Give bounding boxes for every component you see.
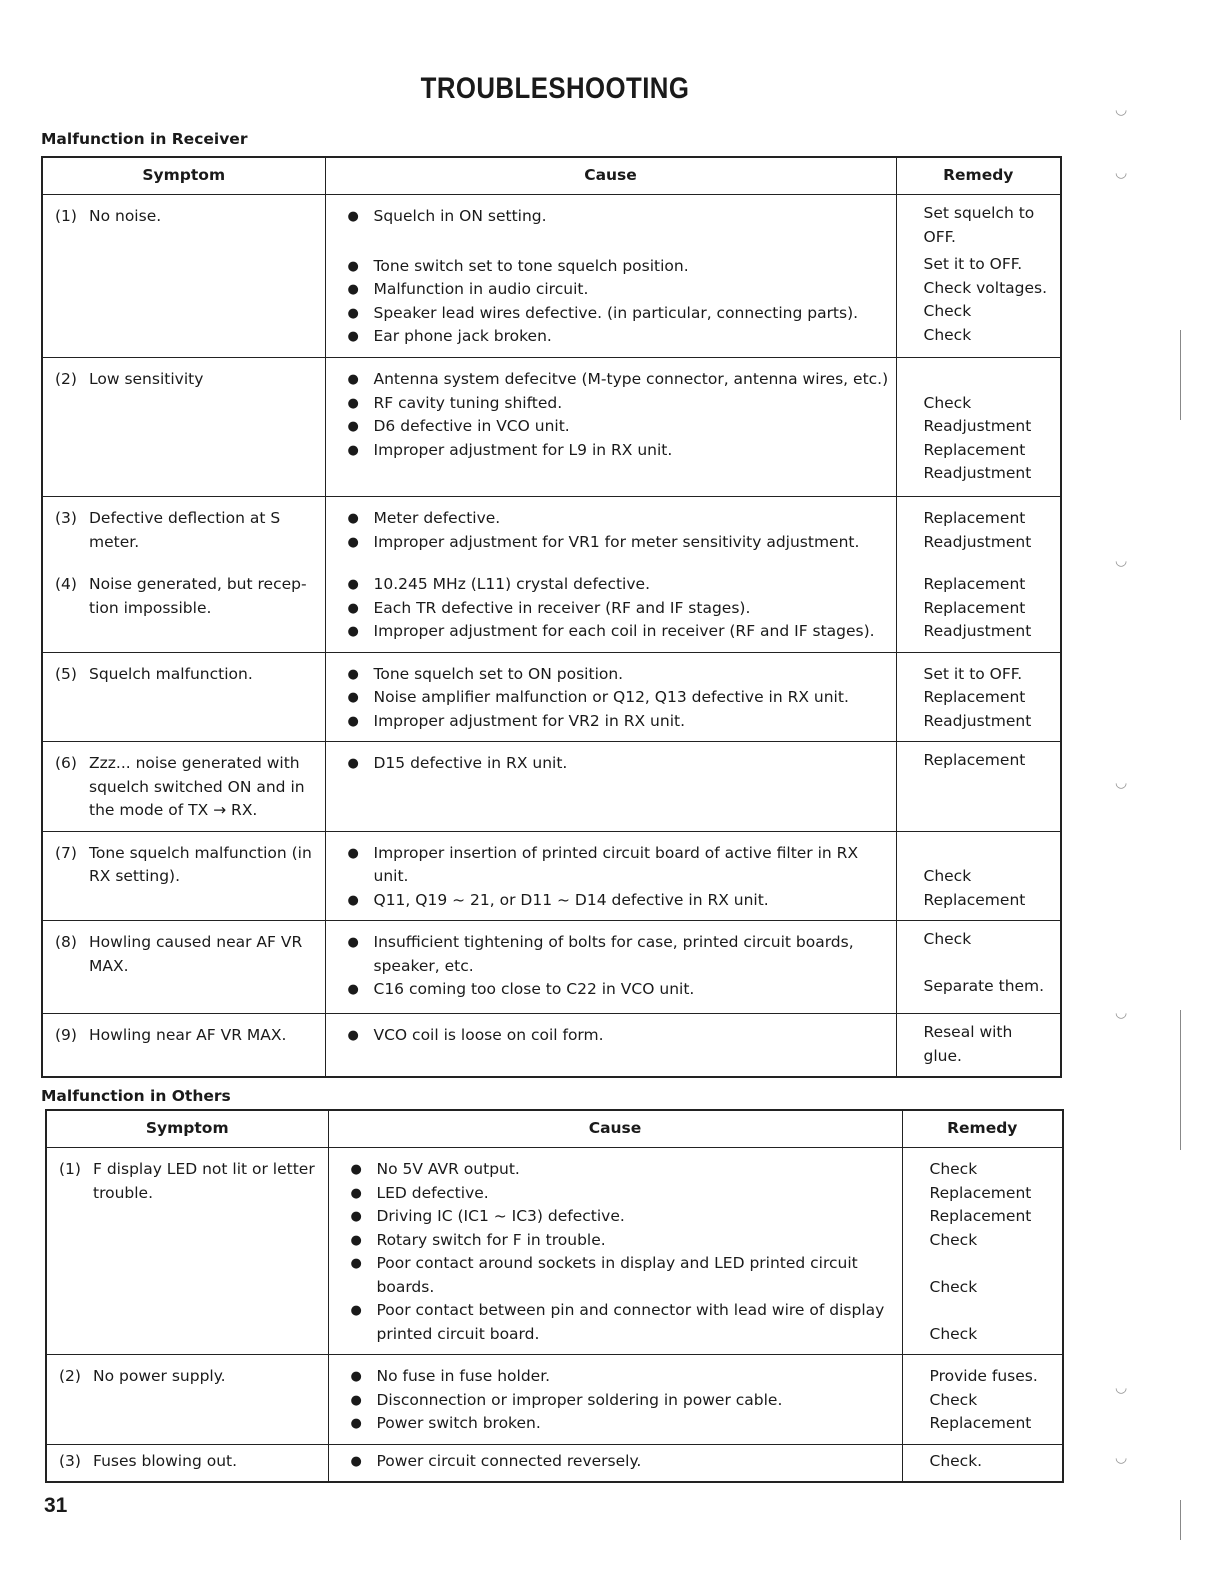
symptom-cell xyxy=(46,1148,328,1355)
bullet-icon: ● xyxy=(347,305,359,321)
remedy-cell xyxy=(896,358,1061,497)
remedy-text: Check xyxy=(923,930,972,948)
cause-cell xyxy=(325,652,896,742)
page-number: 31 xyxy=(44,1494,68,1517)
remedy-text: Reseal with xyxy=(923,1023,1013,1041)
cause-text: Power circuit connected reversely. xyxy=(376,1451,642,1470)
cause-cell xyxy=(328,1444,902,1482)
cause-text: 10.245 MHz (L11) crystal defective. xyxy=(373,575,650,593)
cause-text: No fuse in fuse holder. xyxy=(376,1367,551,1385)
bullet-icon: ● xyxy=(350,1256,362,1271)
cause-text: Disconnection or improper soldering in power cable. xyxy=(376,1390,783,1409)
binder-hole-icon: ◡ xyxy=(1115,1005,1128,1021)
symptom-cell xyxy=(46,1444,328,1482)
remedy-text: Replacement xyxy=(923,751,1026,769)
remedy-cell xyxy=(896,497,1061,653)
receiver-table xyxy=(41,156,1062,1078)
bullet-icon: ● xyxy=(347,624,359,639)
bullet-icon: ● xyxy=(347,258,359,274)
bullet-icon: ● xyxy=(347,935,359,950)
symptom-cell xyxy=(42,358,325,497)
remedy-text: Check xyxy=(923,325,972,344)
remedy-text: OFF. xyxy=(923,227,956,246)
cause-text: Poor contact around sockets in display and LED printed circuit boards. xyxy=(376,1254,858,1296)
remedy-text: Readjustment xyxy=(923,417,1032,435)
symptom-number: (8) xyxy=(55,933,77,951)
remedy-header: Remedy xyxy=(902,1110,1063,1148)
cause-cell xyxy=(325,742,896,832)
cause-text: Tone squelch set to ON position. xyxy=(373,664,624,683)
remedy-text: glue. xyxy=(923,1046,962,1065)
cause-text: Improper adjustment for L9 in RX unit. xyxy=(373,440,673,459)
remedy-text: Check xyxy=(929,1160,978,1178)
cause-text: Improper adjustment for VR2 in RX unit. xyxy=(373,711,686,730)
symptom-text: No power supply. xyxy=(93,1367,226,1385)
bullet-icon: ● xyxy=(347,511,359,526)
cause-text: RF cavity tuning shifted. xyxy=(373,393,563,412)
symptom-number: (5) xyxy=(55,664,77,683)
cause-text: Q11, Q19 ~ 21, or D11 ~ D14 defective in RX unit. xyxy=(373,890,769,909)
table-row xyxy=(42,652,1061,742)
bullet-icon: ● xyxy=(350,1185,362,1201)
cause-text: Meter defective. xyxy=(373,509,501,527)
cause-cell xyxy=(325,195,896,358)
remedy-cell xyxy=(896,742,1061,832)
remedy-text: Check xyxy=(923,302,972,320)
bullet-icon: ● xyxy=(347,209,359,224)
bullet-icon: ● xyxy=(347,534,359,550)
symptom-text: Noise generated, but recep-tion impossible. xyxy=(89,575,307,617)
cause-cell xyxy=(325,358,896,497)
table-row xyxy=(42,1014,1061,1078)
symptom-number: (1) xyxy=(59,1160,81,1178)
remedy-text: Replacement xyxy=(929,1183,1032,1202)
bullet-icon: ● xyxy=(347,372,359,387)
symptom-text: Tone squelch malfunction (in RX setting). xyxy=(89,843,312,885)
symptom-number: (2) xyxy=(59,1367,81,1385)
symptom-text: Fuses blowing out. xyxy=(93,1451,238,1470)
symptom-cell xyxy=(46,1355,328,1445)
cause-text: D15 defective in RX unit. xyxy=(373,754,568,772)
bullet-icon: ● xyxy=(350,1209,362,1224)
remedy-text: Readjustment xyxy=(923,711,1032,730)
cause-text: Rotary switch for F in trouble. xyxy=(376,1230,606,1249)
remedy-text: Separate them. xyxy=(923,977,1045,995)
margin-line xyxy=(1180,1500,1181,1540)
cause-text: No 5V AVR output. xyxy=(376,1160,520,1178)
remedy-text: Replacement xyxy=(923,440,1026,459)
margin-line xyxy=(1180,1010,1181,1150)
symptom-cell xyxy=(42,497,325,653)
symptom-text: Defective deflection at S meter. xyxy=(89,509,281,551)
bullet-icon: ● xyxy=(347,892,359,908)
margin-line xyxy=(1180,330,1181,420)
bullet-icon: ● xyxy=(347,395,359,411)
cause-header: Cause xyxy=(325,157,896,195)
page-title: TROUBLESHOOTING xyxy=(420,72,690,105)
symptom-number: (9) xyxy=(55,1026,77,1044)
symptom-number: (3) xyxy=(59,1451,81,1470)
symptom-cell xyxy=(42,831,325,921)
bullet-icon: ● xyxy=(347,442,359,458)
table-row xyxy=(42,831,1061,921)
others-table xyxy=(45,1109,1064,1483)
bullet-icon: ● xyxy=(347,713,359,729)
table-row xyxy=(42,742,1061,832)
bullet-icon: ● xyxy=(347,600,359,616)
cause-text: Ear phone jack broken. xyxy=(373,327,552,345)
bullet-icon: ● xyxy=(347,419,359,434)
symptom-text: Low sensitivity xyxy=(89,370,204,388)
table-row xyxy=(46,1148,1063,1355)
symptom-text: Howling near AF VR MAX. xyxy=(89,1026,287,1044)
table-row xyxy=(42,497,1061,653)
symptom-header: Symptom xyxy=(42,157,325,195)
cause-cell xyxy=(325,921,896,1014)
remedy-text: Set squelch to xyxy=(923,204,1035,222)
cause-header: Cause xyxy=(328,1110,902,1148)
table-row xyxy=(46,1444,1063,1482)
table-row xyxy=(42,921,1061,1014)
bullet-icon: ● xyxy=(347,577,359,592)
remedy-text: Replacement xyxy=(923,509,1026,527)
cause-text: Insufficient tightening of bolts for case, printed circuit boards, speaker, etc. xyxy=(373,933,854,975)
table-row xyxy=(42,358,1061,497)
bullet-icon: ● xyxy=(347,1028,359,1043)
remedy-text: Replacement xyxy=(923,575,1026,593)
remedy-text: Replacement xyxy=(923,890,1026,909)
remedy-cell xyxy=(896,831,1061,921)
binder-hole-icon: ◡ xyxy=(1115,1450,1128,1466)
remedy-text: Set it to OFF. xyxy=(923,664,1023,683)
remedy-text: Check xyxy=(923,393,972,412)
table-row xyxy=(42,195,1061,358)
cause-text: Noise amplifier malfunction or Q12, Q13 defective in RX unit. xyxy=(373,688,849,706)
cause-text: Squelch in ON setting. xyxy=(373,207,547,225)
cause-text: Poor contact between pin and connector with lead wire of display printed circuit board. xyxy=(376,1301,885,1343)
bullet-icon: ● xyxy=(350,1232,362,1248)
bullet-icon: ● xyxy=(347,666,359,682)
cause-text: Power switch broken. xyxy=(376,1414,541,1432)
bullet-icon: ● xyxy=(350,1162,362,1177)
remedy-cell xyxy=(902,1444,1063,1482)
remedy-cell xyxy=(902,1148,1063,1355)
remedy-text: Check xyxy=(923,867,972,885)
cause-cell xyxy=(328,1355,902,1445)
symptom-text: Squelch malfunction. xyxy=(89,664,253,683)
remedy-text: Check. xyxy=(929,1451,983,1470)
cause-text: Driving IC (IC1 ~ IC3) defective. xyxy=(376,1207,625,1225)
cause-cell xyxy=(325,831,896,921)
cause-text: Improper adjustment for VR1 for meter sensitivity adjustment. xyxy=(373,532,860,551)
remedy-text: Replacement xyxy=(929,1207,1032,1225)
binder-hole-icon: ◡ xyxy=(1115,165,1128,181)
symptom-cell xyxy=(42,195,325,358)
remedy-cell xyxy=(896,1014,1061,1078)
remedy-text: Replacement xyxy=(923,688,1026,706)
cause-text: Speaker lead wires defective. (in particular, connecting parts). xyxy=(373,303,859,322)
symptom-text: F display LED not lit or letter trouble. xyxy=(93,1160,315,1202)
symptom-text: No noise. xyxy=(89,207,162,225)
cause-text: Improper insertion of printed circuit board of active filter in RX unit. xyxy=(373,843,859,885)
remedy-cell xyxy=(896,652,1061,742)
bullet-icon: ● xyxy=(350,1303,362,1318)
bullet-icon: ● xyxy=(347,845,359,861)
table-header-row xyxy=(46,1110,1063,1148)
bullet-icon: ● xyxy=(350,1369,362,1384)
bullet-icon: ● xyxy=(347,982,359,997)
binder-hole-icon: ◡ xyxy=(1115,1380,1128,1396)
table-header-row xyxy=(42,157,1061,195)
remedy-text: Provide fuses. xyxy=(929,1367,1038,1385)
cause-cell xyxy=(328,1148,902,1355)
symptom-number: (1) xyxy=(55,207,77,225)
symptom-text: Howling caused near AF VR MAX. xyxy=(89,933,303,975)
bullet-icon: ● xyxy=(347,690,359,705)
bullet-icon: ● xyxy=(347,329,359,344)
cause-text: LED defective. xyxy=(376,1183,489,1202)
remedy-text: Check xyxy=(929,1390,978,1409)
binder-hole-icon: ◡ xyxy=(1115,553,1128,569)
symptom-cell xyxy=(42,742,325,832)
symptom-number: (4) xyxy=(55,575,77,593)
remedy-text: Replacement xyxy=(929,1414,1032,1432)
receiver-section-label: Malfunction in Receiver xyxy=(41,130,248,148)
remedy-text: Set it to OFF. xyxy=(923,255,1023,273)
remedy-text: Readjustment xyxy=(923,532,1032,551)
bullet-icon: ● xyxy=(347,282,359,297)
cause-cell xyxy=(325,497,896,653)
symptom-number: (3) xyxy=(55,509,77,527)
cause-text: Malfunction in audio circuit. xyxy=(373,280,589,298)
remedy-text: Check xyxy=(929,1230,978,1249)
cause-cell xyxy=(325,1014,896,1078)
symptom-cell xyxy=(42,652,325,742)
cause-text: D6 defective in VCO unit. xyxy=(373,417,570,435)
cause-text: C16 coming too close to C22 in VCO unit. xyxy=(373,980,695,998)
bullet-icon: ● xyxy=(350,1416,362,1431)
cause-text: Each TR defective in receiver (RF and IF stages). xyxy=(373,598,751,617)
cause-text: Antenna system defecitve (M-type connector, antenna wires, etc.) xyxy=(373,370,889,388)
cause-text: Tone switch set to tone squelch position. xyxy=(373,256,689,275)
bullet-icon: ● xyxy=(350,1392,362,1408)
remedy-header: Remedy xyxy=(896,157,1061,195)
others-section-label: Malfunction in Others xyxy=(41,1087,231,1105)
cause-text: VCO coil is loose on coil form. xyxy=(373,1026,604,1044)
symptom-number: (2) xyxy=(55,370,77,388)
symptom-header: Symptom xyxy=(46,1110,328,1148)
binder-hole-icon: ◡ xyxy=(1115,775,1128,791)
bullet-icon: ● xyxy=(347,756,359,771)
remedy-text: Readjustment xyxy=(923,464,1032,482)
remedy-text: Check xyxy=(929,1324,978,1343)
remedy-text: Replacement xyxy=(923,598,1026,617)
symptom-number: (7) xyxy=(55,843,77,862)
remedy-cell xyxy=(896,921,1061,1014)
symptom-cell xyxy=(42,1014,325,1078)
table-row xyxy=(46,1355,1063,1445)
remedy-text: Check voltages. xyxy=(923,278,1048,297)
remedy-cell xyxy=(902,1355,1063,1445)
bullet-icon: ● xyxy=(350,1453,362,1469)
symptom-text: Zzz... noise generated with squelch switched ON and in the mode of TX → RX. xyxy=(89,754,305,819)
remedy-cell xyxy=(896,195,1061,358)
remedy-text: Readjustment xyxy=(923,622,1032,640)
symptom-cell xyxy=(42,921,325,1014)
cause-text: Improper adjustment for each coil in receiver (RF and IF stages). xyxy=(373,622,875,640)
binder-hole-icon: ◡ xyxy=(1115,102,1128,118)
symptom-number: (6) xyxy=(55,754,77,772)
remedy-text: Check xyxy=(929,1277,978,1296)
